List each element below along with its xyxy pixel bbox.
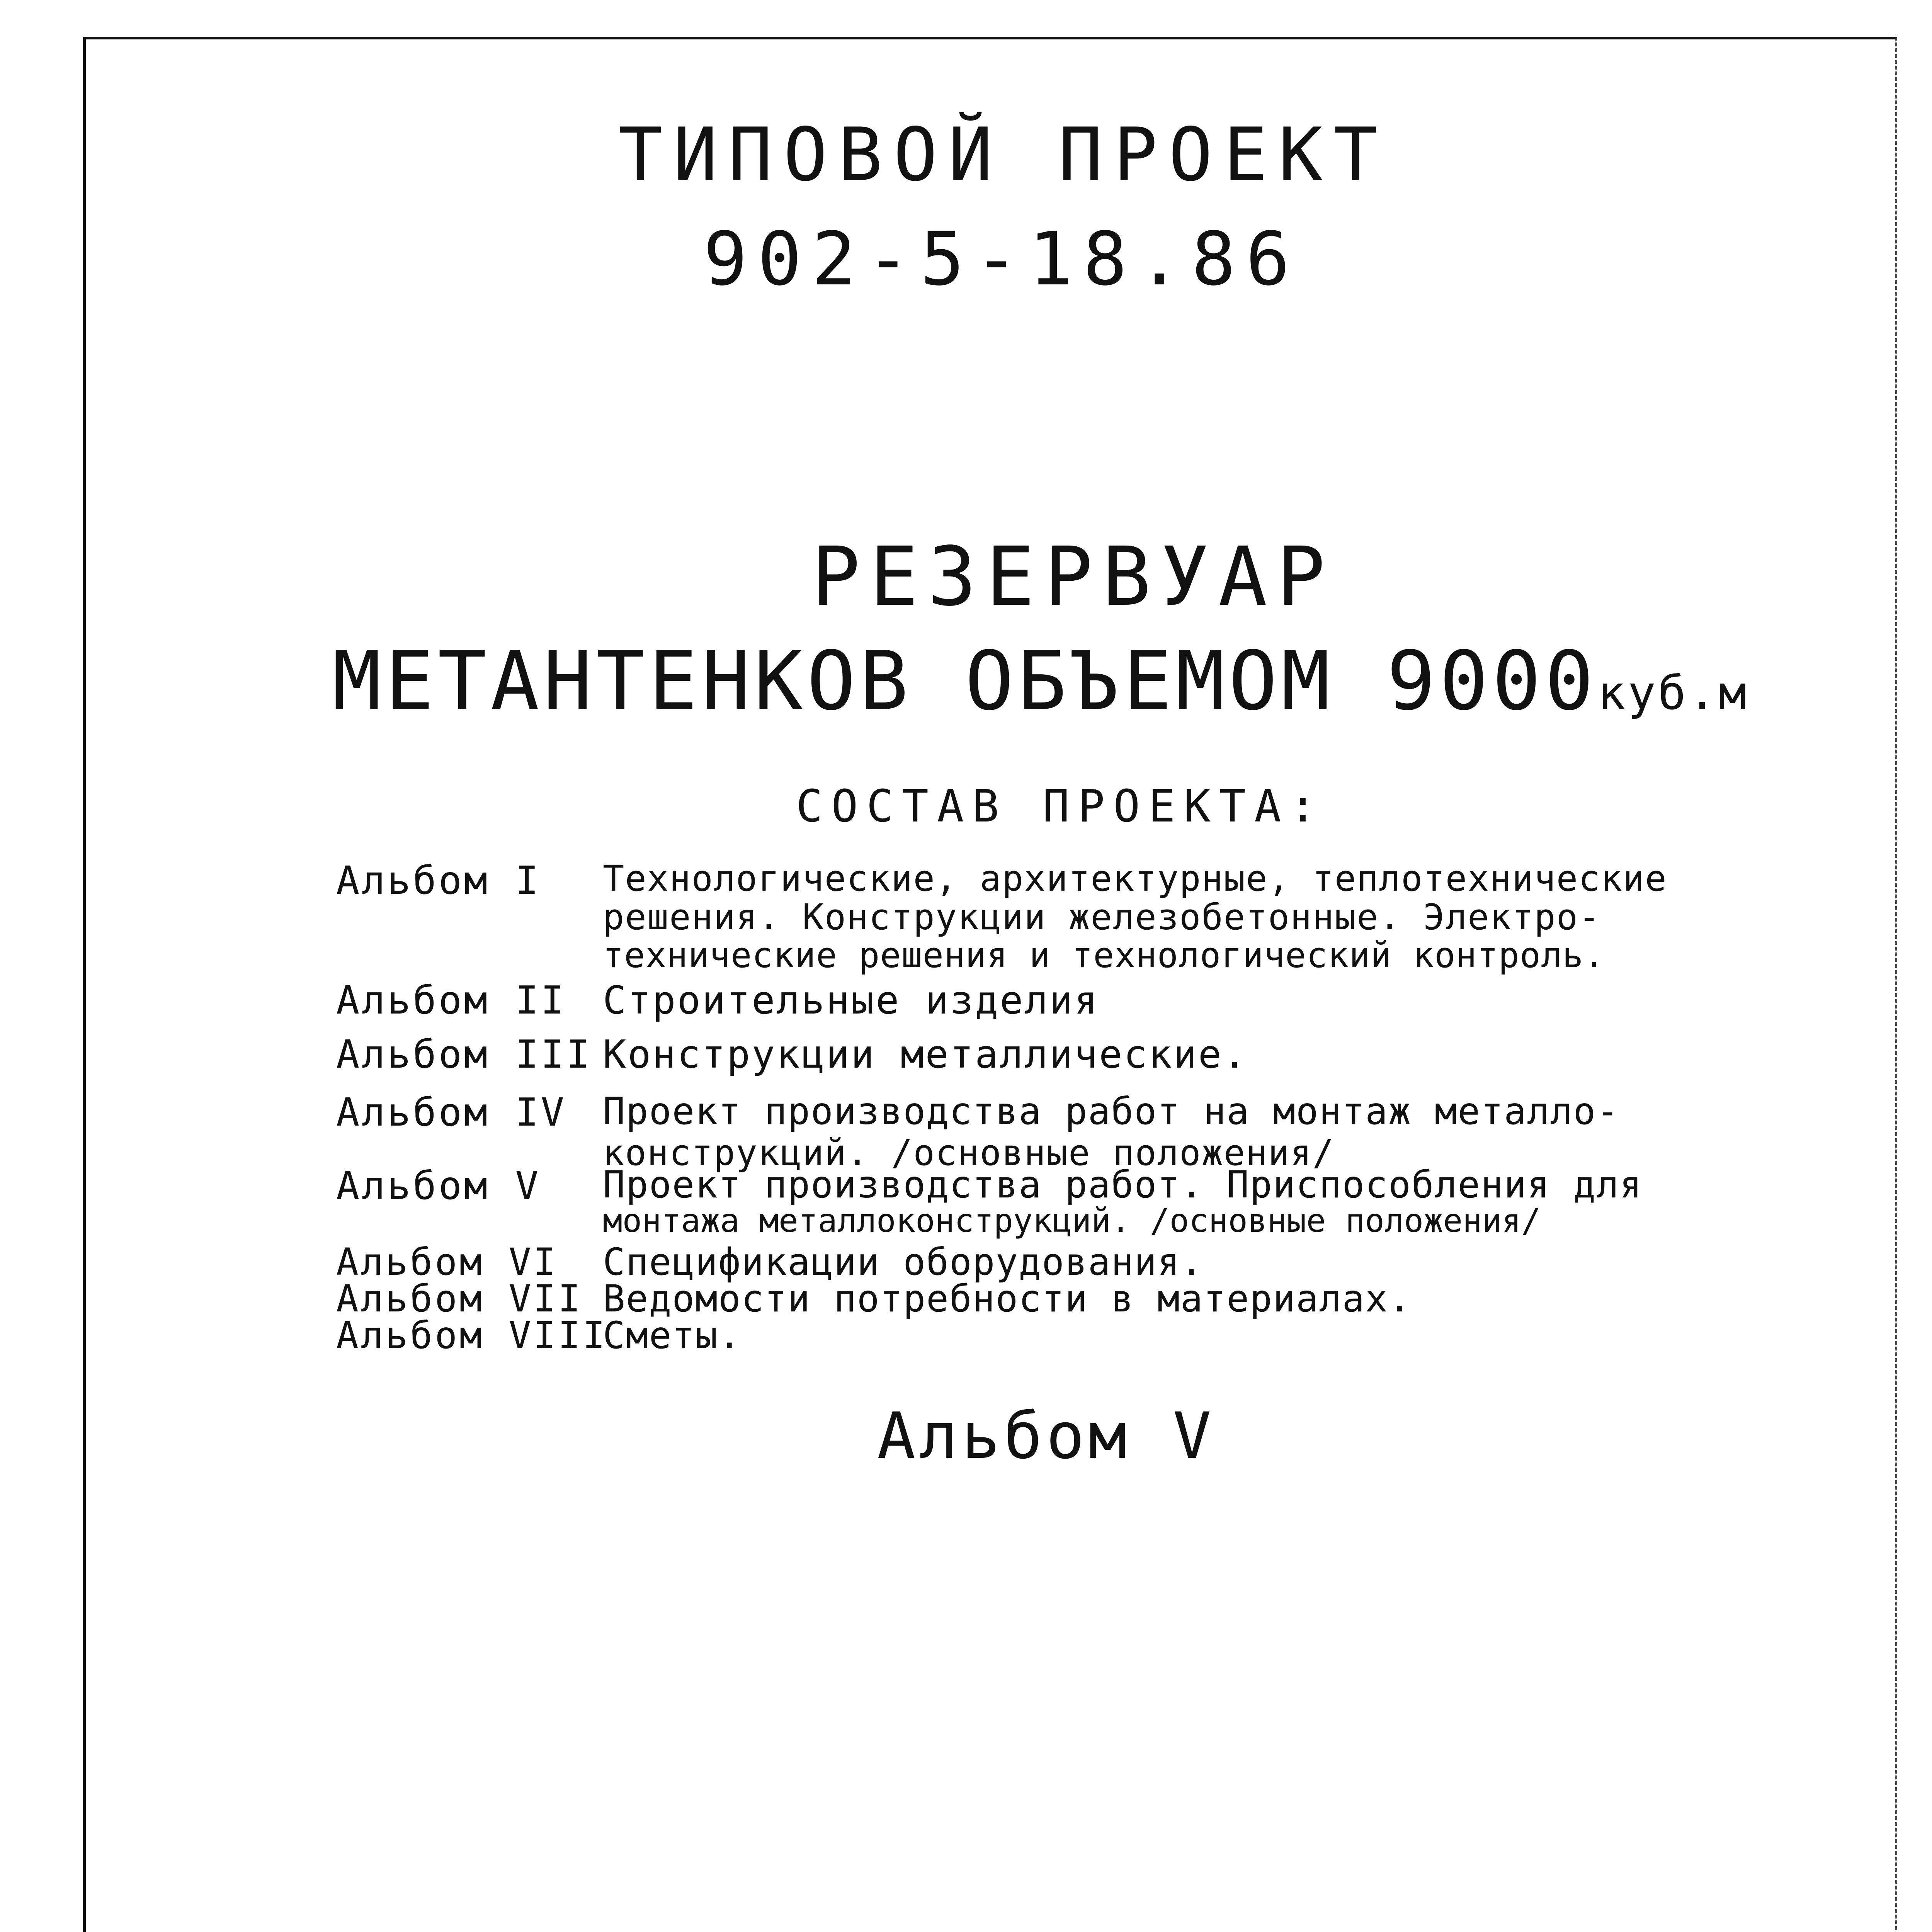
composition-heading: СОСТАВ ПРОЕКТА: [796,781,1325,832]
album-8-line-1: Сметы. [603,1314,742,1357]
current-album: Альбом V [877,1399,1215,1473]
album-4-line-2: конструкций. /основные положения/ [603,1132,1335,1173]
album-4-label: Альбом IV [336,1090,566,1135]
project-number: 902-5-18.86 [703,216,1300,302]
album-6-line-1: Спецификации оборудования. [603,1240,1204,1284]
title-line2-main: МЕТАНТЕНКОВ ОБЪЕМОМ 9000 [332,634,1598,728]
album-3-line-1: Конструкции металлические. [603,1032,1248,1077]
album-1-line-2: решения. Конструкции железобетонные. Электро- [603,896,1601,938]
title-line1: РЕЗЕРВУАР [811,529,1335,624]
album-2-line-1: Строительные изделия [603,978,1099,1023]
album-1-line-1: Технологические, архитектурные, теплотехнические [603,858,1667,899]
album-5-line-2: монтажа металлоконструкций. /основные положения/ [603,1202,1541,1240]
album-2-label: Альбом II [336,978,566,1023]
album-5-line-1: Проект производства работ. Приспособления для [603,1163,1643,1206]
project-type: ТИПОВОЙ ПРОЕКТ [618,112,1389,197]
album-4-line-1: Проект производства работ на монтаж металло- [603,1090,1620,1133]
album-6-label: Альбом VI [336,1240,558,1284]
title-unit: куб.м [1597,667,1749,720]
album-3-label: Альбом III [336,1032,592,1077]
album-7-line-1: Ведомости потребности в материалах. [603,1277,1412,1320]
album-1-label: Альбом I [336,858,541,903]
album-1-line-3: технические решения и технологический контроль. [603,935,1605,976]
album-5-label: Альбом V [336,1163,541,1208]
title-line2 [332,634,1749,728]
album-8-label: Альбом VIII [336,1314,607,1357]
album-7-label: Альбом VII [336,1277,583,1320]
